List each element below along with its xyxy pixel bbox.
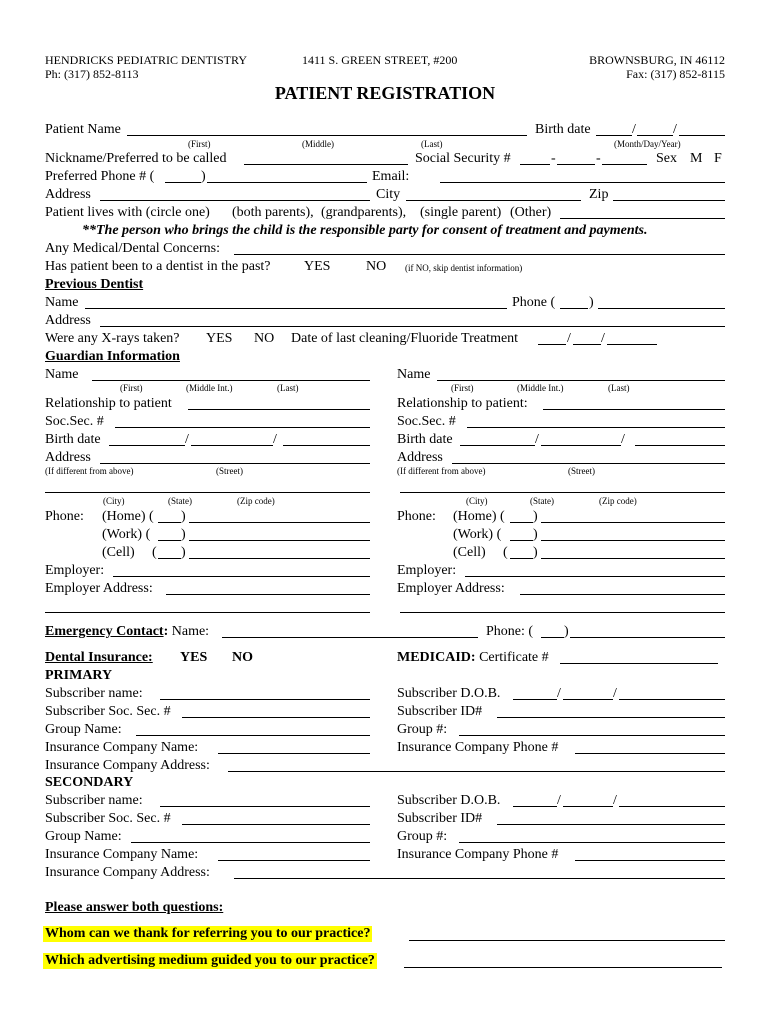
last-hint: (Last) (421, 139, 443, 149)
guardian1-cell-phone-field[interactable] (189, 558, 370, 559)
guardian1-cell-label: (Cell) (102, 545, 135, 560)
primary-group-name-field[interactable] (136, 735, 370, 736)
primary-company-name-field[interactable] (218, 753, 370, 754)
secondary-group-name-label: Group Name: (45, 829, 122, 844)
guardian2-birth-day-field[interactable] (541, 445, 621, 446)
prev-address-label: Address (45, 313, 91, 328)
guardian1-birth-year-field[interactable] (283, 445, 370, 446)
cleaning-year-field[interactable] (607, 344, 657, 345)
guardian2-name-label: Name (397, 367, 431, 382)
preferred-phone-label: Preferred Phone # ( (45, 169, 155, 184)
lives-other[interactable]: (Other) (510, 205, 552, 220)
secondary-dob-month-field[interactable] (513, 806, 557, 807)
prev-name-label: Name (45, 295, 79, 310)
guardian2-phone-label: Phone: (397, 509, 436, 524)
guardian2-relationship-field[interactable] (543, 409, 725, 410)
guardian2-last-hint: (Last) (608, 383, 630, 393)
emergency-phone-field[interactable] (570, 637, 725, 638)
ssn-dash-1: - (551, 151, 556, 166)
dentist-no-option[interactable]: NO (366, 259, 387, 274)
cleaning-month-field[interactable] (538, 344, 566, 345)
guardian2-birth-slash-1: / (535, 432, 539, 447)
cleaning-slash-1: / (567, 331, 571, 346)
guardian2-state-hint: (State) (530, 496, 554, 506)
preferred-phone-field[interactable] (207, 182, 367, 183)
primary-company-phone-field[interactable] (575, 753, 725, 754)
insurance-yes-option[interactable]: YES (180, 650, 208, 665)
middle-hint: (Middle) (302, 139, 334, 149)
guardian2-home-close: ) (533, 509, 538, 524)
guardian1-employer-address-field-2[interactable] (45, 612, 370, 613)
guardian2-home-area-field[interactable] (510, 522, 533, 523)
secondary-group-no-label: Group #: (397, 829, 448, 844)
preferred-phone-close: ) (201, 169, 206, 184)
email-field[interactable] (440, 182, 725, 183)
guardian1-home-label: (Home) ( (102, 509, 154, 524)
secondary-dob-slash-1: / (557, 793, 561, 808)
guardian1-employer-field[interactable] (113, 576, 370, 577)
guardian-heading: Guardian Information (45, 349, 180, 364)
primary-dob-slash-1: / (557, 686, 561, 701)
guardian1-employer-address-label: Employer Address: (45, 581, 153, 596)
emergency-name-label: Name: (171, 624, 210, 639)
previous-dentist-heading: Previous Dentist (45, 277, 144, 292)
guardian1-city-hint: (City) (103, 496, 125, 506)
guardian1-birth-month-field[interactable] (109, 445, 185, 446)
guardian1-birth-slash-2: / (273, 432, 277, 447)
lives-single-parent[interactable]: (single parent) (420, 205, 502, 220)
secondary-subscriber-name-field[interactable] (160, 806, 370, 807)
questions-heading: Please answer both questions: (45, 900, 224, 915)
emergency-phone-close: ) (564, 624, 569, 639)
sex-f-option[interactable]: F (714, 151, 722, 166)
guardian2-birth-year-field[interactable] (635, 445, 725, 446)
sex-label: Sex (656, 151, 677, 166)
medicaid-certificate-field[interactable] (560, 663, 718, 664)
guardian1-middle-hint: (Middle Int.) (186, 383, 233, 393)
guardian1-birth-slash-1: / (185, 432, 189, 447)
guardian1-last-hint: (Last) (277, 383, 299, 393)
birth-year-field[interactable] (679, 135, 725, 136)
practice-address: 1411 S. GREEN STREET, #200 (302, 53, 458, 67)
guardian2-socsec-field[interactable] (467, 427, 725, 428)
responsible-party-note: **The person who brings the child is the responsible party for consent of treatment and payments. (82, 223, 648, 238)
primary-subscriber-ssn-field[interactable] (182, 717, 370, 718)
birth-month-field[interactable] (596, 135, 632, 136)
primary-group-no-field[interactable] (459, 735, 725, 736)
city-field[interactable] (406, 200, 581, 201)
guardian1-work-area-field[interactable] (158, 540, 181, 541)
birth-hint: (Month/Day/Year) (614, 139, 681, 149)
nickname-label: Nickname/Preferred to be called (45, 151, 227, 166)
email-label: Email: (372, 169, 410, 184)
birth-slash-2: / (673, 122, 677, 137)
guardian1-first-hint: (First) (120, 383, 143, 393)
guardian2-employer-field[interactable] (465, 576, 725, 577)
guardian2-city-hint: (City) (466, 496, 488, 506)
guardian2-city-field[interactable] (400, 492, 725, 493)
prev-phone-field[interactable] (598, 308, 725, 309)
guardian2-employer-label: Employer: (397, 563, 457, 578)
primary-subscriber-id-label: Subscriber ID# (397, 704, 483, 719)
primary-group-name-label: Group Name: (45, 722, 122, 737)
guardian1-city-field[interactable] (45, 492, 370, 493)
guardian1-cell-area-field[interactable] (158, 558, 181, 559)
secondary-group-no-field[interactable] (459, 842, 725, 843)
ssn-label: Social Security # (415, 151, 511, 166)
primary-subscriber-name-field[interactable] (160, 699, 370, 700)
xray-question: Were any X-rays taken? (45, 331, 180, 346)
guardian1-employer-label: Employer: (45, 563, 105, 578)
lives-grandparents[interactable]: (grandparents), (321, 205, 407, 220)
guardian1-cell-open: ( (152, 545, 157, 560)
medicaid-label: MEDICAID: (397, 650, 476, 665)
xray-no-option[interactable]: NO (254, 331, 275, 346)
guardian2-birth-month-field[interactable] (460, 445, 535, 446)
practice-fax: Fax: (317) 852-8115 (626, 67, 725, 81)
guardian2-socsec-label: Soc.Sec. # (397, 414, 456, 429)
primary-company-address-label: Insurance Company Address: (45, 758, 210, 773)
guardian1-work-close: ) (181, 527, 186, 542)
secondary-dob-day-field[interactable] (563, 806, 613, 807)
practice-name: HENDRICKS PEDIATRIC DENTISTRY (45, 53, 248, 67)
emergency-phone-area-field[interactable] (541, 637, 564, 638)
primary-company-name-label: Insurance Company Name: (45, 740, 199, 755)
secondary-company-address-field[interactable] (234, 878, 725, 879)
primary-dob-year-field[interactable] (619, 699, 725, 700)
secondary-company-name-label: Insurance Company Name: (45, 847, 199, 862)
guardian2-name-field[interactable] (437, 380, 725, 381)
referral-answer-field[interactable] (409, 940, 725, 941)
guardian1-street-hint: (Street) (216, 466, 243, 476)
primary-subscriber-name-label: Subscriber name: (45, 686, 143, 701)
guardian2-relationship-label: Relationship to patient: (397, 396, 528, 411)
primary-subscriber-id-field[interactable] (497, 717, 725, 718)
guardian1-relationship-field[interactable] (188, 409, 370, 410)
xray-yes-option[interactable]: YES (206, 331, 233, 346)
secondary-company-phone-field[interactable] (575, 860, 725, 861)
prev-phone-label: Phone ( (512, 295, 556, 310)
primary-dob-slash-2: / (613, 686, 617, 701)
zip-field[interactable] (613, 200, 725, 201)
guardian2-birth-label: Birth date (397, 432, 453, 447)
guardian1-relationship-label: Relationship to patient (45, 396, 172, 411)
guardian2-birth-slash-2: / (621, 432, 625, 447)
guardian1-birth-label: Birth date (45, 432, 101, 447)
cleaning-day-field[interactable] (573, 344, 601, 345)
ssn-field-1[interactable] (520, 164, 550, 165)
primary-group-no-label: Group #: (397, 722, 448, 737)
primary-heading: PRIMARY (45, 668, 113, 683)
prev-address-field[interactable] (100, 326, 725, 327)
practice-phone: Ph: (317) 852-8113 (45, 67, 139, 81)
guardian1-state-hint: (State) (168, 496, 192, 506)
secondary-subscriber-id-field[interactable] (497, 824, 725, 825)
guardian2-cell-phone-field[interactable] (541, 558, 725, 559)
secondary-dob-label: Subscriber D.O.B. (397, 793, 501, 808)
dentist-yes-option[interactable]: YES (304, 259, 331, 274)
guardian2-work-label: (Work) ( (453, 527, 502, 542)
guardian1-work-phone-field[interactable] (189, 540, 370, 541)
lives-other-field[interactable] (560, 218, 725, 219)
dentist-question: Has patient been to a dentist in the past? (45, 259, 271, 274)
secondary-subscriber-ssn-field[interactable] (182, 824, 370, 825)
birth-date-label: Birth date (535, 122, 591, 137)
emergency-row (45, 625, 209, 639)
primary-dob-day-field[interactable] (563, 699, 613, 700)
guardian2-work-phone-field[interactable] (541, 540, 725, 541)
guardian1-address-label: Address (45, 450, 91, 465)
guardian2-zip-hint: (Zip code) (599, 496, 637, 506)
guardian1-home-area-field[interactable] (158, 522, 181, 523)
dental-insurance-label: Dental Insurance: (45, 650, 153, 665)
guardian1-phone-label: Phone: (45, 509, 84, 524)
patient-name-label: Patient Name (45, 122, 121, 137)
skip-note: (if NO, skip dentist information) (405, 263, 523, 273)
guardian2-work-close: ) (533, 527, 538, 542)
primary-company-address-field[interactable] (228, 771, 725, 772)
guardian2-cell-close: ) (533, 545, 538, 560)
guardian2-home-phone-field[interactable] (541, 522, 725, 523)
guardian2-employer-address-field[interactable] (520, 594, 725, 595)
guardian1-socsec-field[interactable] (115, 427, 370, 428)
advertising-question: Which advertising medium guided you to our practice? (45, 953, 375, 968)
guardian2-cell-open: ( (503, 545, 508, 560)
secondary-heading: SECONDARY (45, 775, 134, 790)
guardian1-work-label: (Work) ( (102, 527, 151, 542)
secondary-group-name-field[interactable] (131, 842, 370, 843)
primary-dob-month-field[interactable] (513, 699, 557, 700)
primary-company-phone-label: Insurance Company Phone # (397, 740, 559, 755)
page-title: PATIENT REGISTRATION (274, 83, 496, 103)
cleaning-label: Date of last cleaning/Fluoride Treatment (291, 331, 519, 346)
secondary-subscriber-name-label: Subscriber name: (45, 793, 143, 808)
emergency-phone-label: Phone: ( (486, 624, 534, 639)
concerns-label: Any Medical/Dental Concerns: (45, 241, 220, 256)
emergency-colon: : (163, 624, 169, 639)
first-hint: (First) (188, 139, 211, 149)
primary-dob-label: Subscriber D.O.B. (397, 686, 501, 701)
patient-name-field[interactable] (127, 135, 527, 136)
medicaid-row (397, 651, 549, 665)
cleaning-slash-2: / (601, 331, 605, 346)
secondary-company-name-field[interactable] (218, 860, 370, 861)
advertising-answer-field[interactable] (404, 967, 722, 968)
secondary-company-address-label: Insurance Company Address: (45, 865, 210, 880)
ssn-field-2[interactable] (557, 164, 595, 165)
guardian2-diff-hint: (If different from above) (397, 466, 486, 476)
secondary-subscriber-id-label: Subscriber ID# (397, 811, 483, 826)
secondary-dob-slash-2: / (613, 793, 617, 808)
city-label: City (376, 187, 401, 202)
preferred-phone-area-field[interactable] (165, 182, 201, 183)
referral-question: Whom can we thank for referring you to our practice? (45, 926, 371, 941)
guardian2-cell-label: (Cell) (453, 545, 486, 560)
guardian1-cell-close: ) (181, 545, 186, 560)
sex-m-option[interactable]: M (690, 151, 703, 166)
lives-both-parents[interactable]: (both parents), (232, 205, 314, 220)
address-field[interactable] (100, 200, 370, 201)
guardian2-middle-hint: (Middle Int.) (517, 383, 564, 393)
prev-phone-area-field[interactable] (560, 308, 588, 309)
guardian1-home-phone-field[interactable] (189, 522, 370, 523)
guardian2-employer-address-field-2[interactable] (400, 612, 725, 613)
emergency-heading: Emergency Contact (45, 624, 164, 639)
guardian2-address-field[interactable] (452, 463, 725, 464)
prev-name-field[interactable] (85, 308, 507, 309)
medicaid-certificate-label: Certificate # (479, 650, 549, 665)
guardian1-address-field[interactable] (100, 463, 370, 464)
guardian2-employer-address-label: Employer Address: (397, 581, 505, 596)
guardian2-street-hint: (Street) (568, 466, 595, 476)
birth-slash-1: / (632, 122, 636, 137)
ssn-field-3[interactable] (602, 164, 647, 165)
guardian2-work-area-field[interactable] (510, 540, 533, 541)
lives-with-label: Patient lives with (circle one) (45, 205, 210, 220)
birth-day-field[interactable] (637, 135, 673, 136)
guardian2-home-label: (Home) ( (453, 509, 505, 524)
guardian1-name-field[interactable] (92, 380, 370, 381)
nickname-field[interactable] (244, 164, 408, 165)
guardian1-name-label: Name (45, 367, 79, 382)
emergency-name-field[interactable] (222, 637, 478, 638)
guardian2-address-label: Address (397, 450, 443, 465)
primary-subscriber-ssn-label: Subscriber Soc. Sec. # (45, 704, 171, 719)
ssn-dash-2: - (596, 151, 601, 166)
secondary-company-phone-label: Insurance Company Phone # (397, 847, 559, 862)
guardian1-diff-hint: (If different from above) (45, 466, 134, 476)
guardian1-home-close: ) (181, 509, 186, 524)
guardian1-socsec-label: Soc.Sec. # (45, 414, 104, 429)
guardian1-birth-day-field[interactable] (191, 445, 273, 446)
zip-label: Zip (589, 187, 609, 202)
secondary-dob-year-field[interactable] (619, 806, 725, 807)
insurance-no-option[interactable]: NO (232, 650, 253, 665)
address-label: Address (45, 187, 91, 202)
guardian1-employer-address-field[interactable] (166, 594, 370, 595)
practice-city: BROWNSBURG, IN 46112 (589, 53, 725, 67)
prev-phone-close: ) (589, 295, 594, 310)
guardian1-zip-hint: (Zip code) (237, 496, 275, 506)
guardian2-cell-area-field[interactable] (510, 558, 533, 559)
concerns-field[interactable] (234, 254, 725, 255)
secondary-subscriber-ssn-label: Subscriber Soc. Sec. # (45, 811, 171, 826)
guardian2-first-hint: (First) (451, 383, 474, 393)
